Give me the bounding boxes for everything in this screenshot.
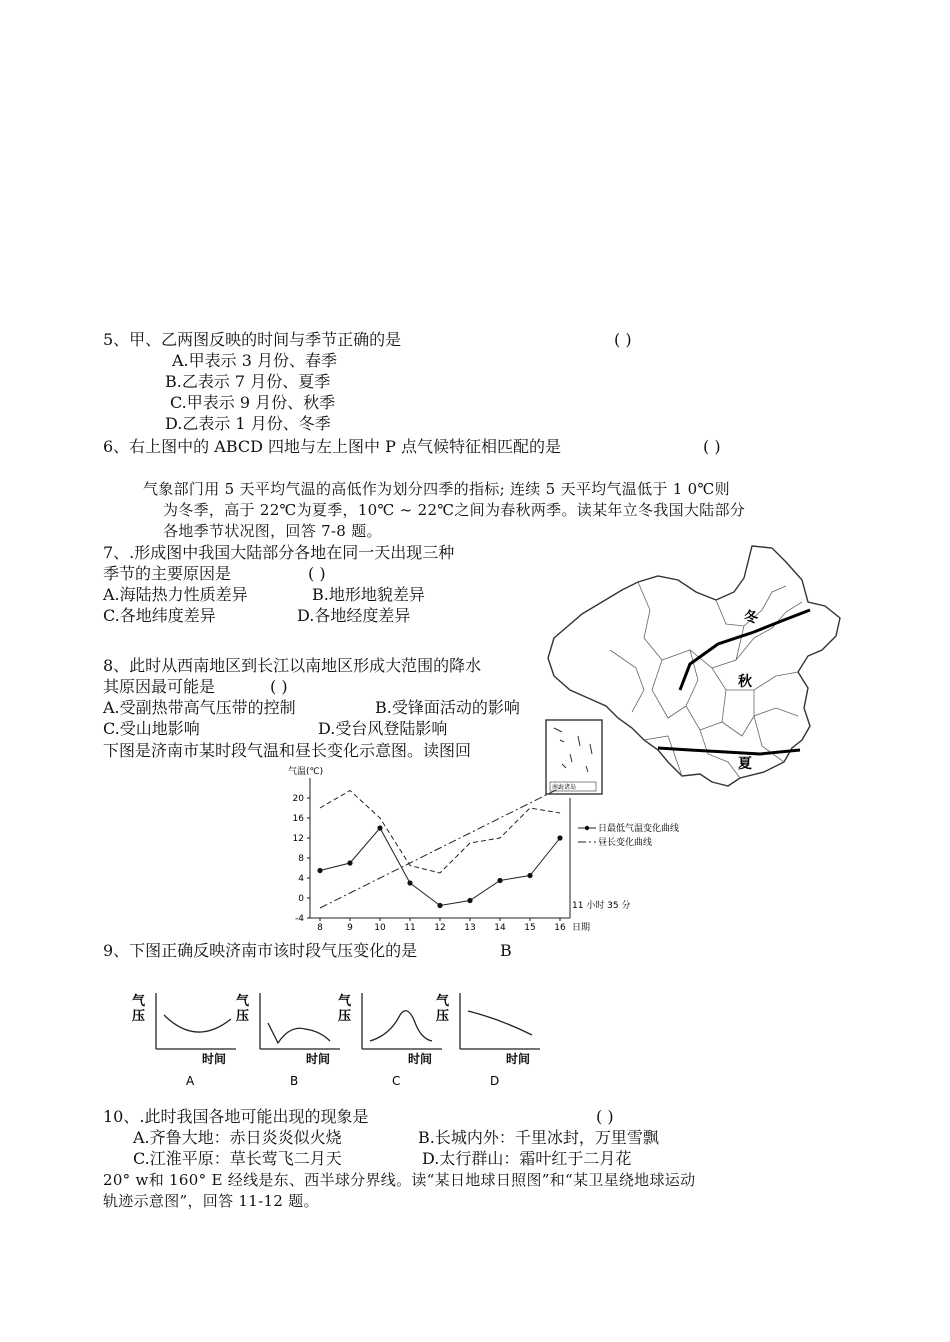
intro78-line1: 气象部门用 5 天平均气温的高低作为划分四季的指标; 连续 5 天平均气温低于 1 0℃则 xyxy=(143,480,730,498)
x-axis-label: 日期 xyxy=(572,923,591,933)
q10-option-c: C.江淮平原：草长莺飞二月天 xyxy=(133,1149,342,1168)
data-point xyxy=(437,903,442,908)
q8-stem-line1: 8、此时从西南地区到长江以南地区形成大范围的降水 xyxy=(103,656,482,675)
map-label-autumn: 秋 xyxy=(738,674,752,690)
pressure-option-graphs xyxy=(120,985,560,1095)
panel-y-label-2: 压 xyxy=(236,1009,250,1024)
data-point xyxy=(527,873,532,878)
jinan-intro: 下图是济南市某时段气温和昼长变化示意图。读图回 xyxy=(103,741,472,760)
data-point xyxy=(467,898,472,903)
q7-stem-line2: 季节的主要原因是 xyxy=(103,564,232,583)
chart-annotation: 11 小时 35 分 xyxy=(572,901,631,911)
temperature-daylength-chart xyxy=(280,760,680,940)
x-tick-label: 9 xyxy=(347,923,353,933)
data-point xyxy=(377,825,382,830)
q10-option-b: B.长城内外：千里冰封，万里雪飘 xyxy=(418,1128,659,1147)
pressure-curve xyxy=(468,1011,532,1035)
x-tick-label: 10 xyxy=(374,923,386,933)
map-label-summer: 夏 xyxy=(738,756,752,772)
map-label-winter: 冬 xyxy=(744,610,758,626)
inset-label: 南海诸岛 xyxy=(552,784,577,791)
panel-x-label: 时间 xyxy=(408,1052,433,1066)
pressure-curve xyxy=(164,1015,231,1032)
q5-option-c: C.甲表示 9 月份、秋季 xyxy=(170,393,336,412)
pressure-panel-b xyxy=(236,993,340,1088)
q7-stem-line1: 7、.形成图中我国大陆部分各地在同一天出现三种 xyxy=(103,543,455,562)
x-tick-label: 14 xyxy=(494,923,506,933)
series-line-2 xyxy=(320,791,560,874)
y-tick-label: 0 xyxy=(298,894,304,904)
q10-answer-paren: ( ) xyxy=(596,1107,614,1126)
q6-stem: 6、右上图中的 ABCD 四地与左上图中 P 点气候特征相匹配的是 xyxy=(103,437,561,456)
series-line-3 xyxy=(320,788,560,908)
q7-answer-paren: ( ) xyxy=(308,564,326,583)
panel-y-label-1: 气 xyxy=(132,994,146,1009)
legend-label: 日最低气温变化曲线 xyxy=(598,824,680,834)
q8-stem-line2: 其原因最可能是 xyxy=(103,677,216,696)
pressure-panel-a xyxy=(132,993,236,1088)
y-tick-label: 8 xyxy=(298,854,304,864)
q7-option-b: B.地形地貌差异 xyxy=(312,585,425,604)
pressure-curve xyxy=(268,1023,330,1043)
q7-option-d: D.各地经度差异 xyxy=(297,606,411,625)
q8-option-b: B.受锋面活动的影响 xyxy=(375,698,520,717)
panel-letter: D xyxy=(490,1074,500,1088)
intro78-line3: 各地季节状况图，回答 7-8 题。 xyxy=(163,522,382,540)
q8-option-c: C.受山地影响 xyxy=(103,719,200,738)
q5-option-b: B.乙表示 7 月份、夏季 xyxy=(165,372,331,391)
panel-y-label-1: 气 xyxy=(338,994,352,1009)
q5-stem: 5、甲、乙两图反映的时间与季节正确的是 xyxy=(103,330,402,349)
legend-label: 昼长变化曲线 xyxy=(598,838,653,848)
panel-x-label: 时间 xyxy=(306,1052,331,1066)
series-line-1 xyxy=(320,828,560,906)
q8-option-d: D.受台风登陆影响 xyxy=(318,719,448,738)
intro1112-line2: 轨迹示意图”，回答 11-12 题。 xyxy=(103,1192,319,1210)
y-axis-label: 气温(℃) xyxy=(288,767,324,777)
panel-letter: A xyxy=(186,1074,195,1088)
y-tick-label: 16 xyxy=(292,814,304,824)
panel-x-label: 时间 xyxy=(506,1052,531,1066)
data-point xyxy=(347,860,352,865)
q7-option-c: C.各地纬度差异 xyxy=(103,606,216,625)
panel-letter: B xyxy=(290,1074,299,1088)
data-point xyxy=(317,868,322,873)
x-tick-label: 12 xyxy=(434,923,446,933)
panel-x-label: 时间 xyxy=(202,1052,227,1066)
data-point xyxy=(557,835,562,840)
x-tick-label: 16 xyxy=(554,923,566,933)
q8-option-a: A.受副热带高气压带的控制 xyxy=(103,698,296,717)
y-tick-label: 20 xyxy=(292,794,304,804)
x-tick-label: 11 xyxy=(404,923,416,933)
x-tick-label: 13 xyxy=(464,923,476,933)
data-point xyxy=(407,880,412,885)
q6-answer-paren: ( ) xyxy=(703,437,721,456)
y-tick-label: 12 xyxy=(292,834,304,844)
panel-y-label-1: 气 xyxy=(236,994,250,1009)
x-tick-label: 15 xyxy=(524,923,536,933)
panel-y-label-2: 压 xyxy=(338,1009,352,1024)
panel-y-label-1: 气 xyxy=(436,994,450,1009)
q7-option-a: A.海陆热力性质差异 xyxy=(103,585,248,604)
q8-answer-paren: ( ) xyxy=(270,677,288,696)
q10-option-a: A.齐鲁大地：赤日炎炎似火烧 xyxy=(133,1128,342,1147)
panel-y-label-2: 压 xyxy=(436,1009,450,1024)
q10-stem: 10、.此时我国各地可能出现的现象是 xyxy=(103,1107,369,1126)
pressure-curve xyxy=(370,1011,432,1041)
legend-dot xyxy=(585,826,589,830)
q5-option-d: D.乙表示 1 月份、冬季 xyxy=(165,414,331,433)
data-point xyxy=(497,878,502,883)
q9-answer: B xyxy=(500,941,512,960)
intro78-line2: 为冬季，高于 22℃为夏季，10℃ ~ 22℃之间为春秋两季。读某年立冬我国大陆部分 xyxy=(163,501,746,519)
x-tick-label: 8 xyxy=(317,923,323,933)
q10-option-d: D.太行群山：霜叶红于二月花 xyxy=(422,1149,632,1168)
q9-stem: 9、下图正确反映济南市该时段气压变化的是 xyxy=(103,941,418,960)
y-tick-label: -4 xyxy=(295,914,304,924)
y-tick-label: 4 xyxy=(298,874,304,884)
q5-option-a: A.甲表示 3 月份、春季 xyxy=(172,351,337,370)
pressure-panel-c xyxy=(338,993,442,1088)
panel-letter: C xyxy=(392,1074,401,1088)
intro1112-line1: 20° w和 160° E 经线是东、西半球分界线。读“某日地球日照图”和“某卫星绕地球运动 xyxy=(103,1171,696,1189)
pressure-panel-d xyxy=(436,993,540,1088)
panel-y-label-2: 压 xyxy=(132,1009,146,1024)
q5-answer-paren: ( ) xyxy=(614,330,632,349)
